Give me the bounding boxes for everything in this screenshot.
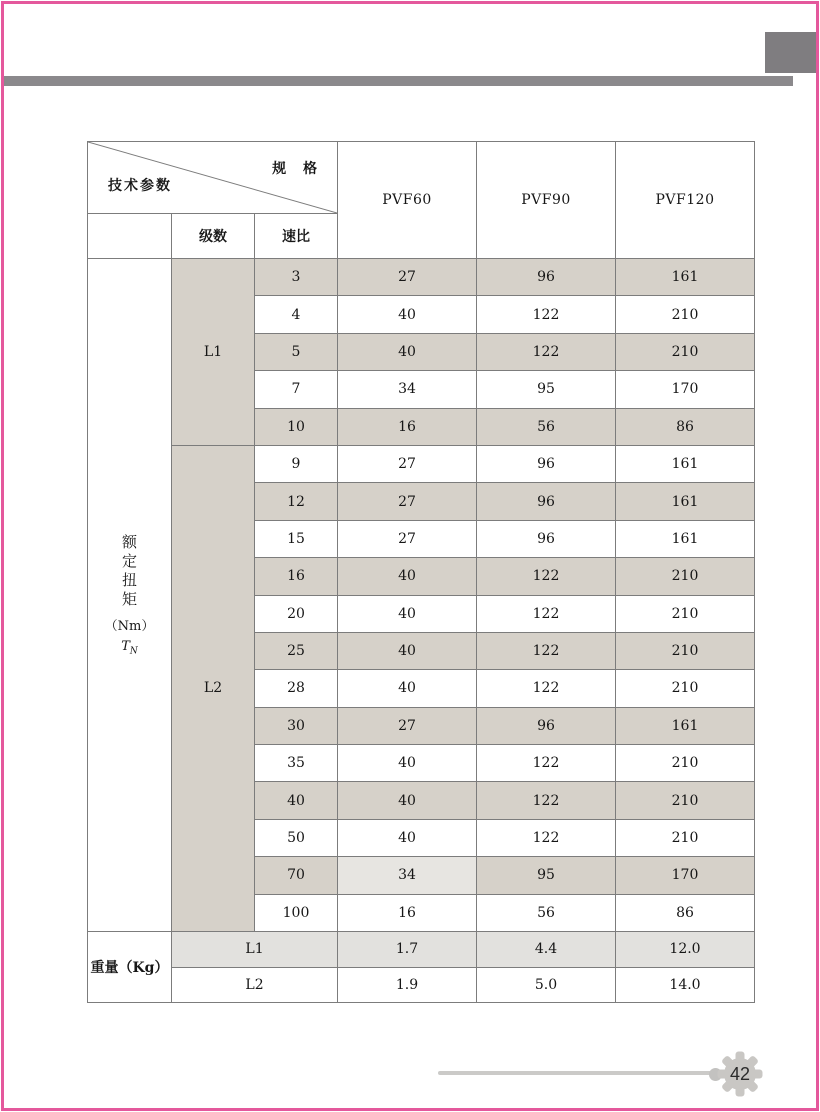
- weight-stage-l1: L1: [172, 932, 338, 968]
- value-cell: 161: [616, 520, 755, 557]
- value-cell: 27: [338, 259, 477, 296]
- ratio-cell: 16: [255, 558, 338, 595]
- value-cell: 34: [338, 857, 477, 894]
- weight-row: [88, 932, 755, 968]
- value-cell: 161: [616, 445, 755, 482]
- value-cell: 122: [477, 595, 616, 632]
- ratio-header: 速比: [255, 214, 338, 259]
- value-cell: 122: [477, 632, 616, 669]
- value-cell: 40: [338, 670, 477, 707]
- header-row-1: [88, 142, 755, 214]
- spec-table: [87, 141, 755, 1003]
- ratio-cell: 10: [255, 408, 338, 445]
- value-cell: 161: [616, 259, 755, 296]
- value-cell: 210: [616, 595, 755, 632]
- footer-rule-line: [438, 1071, 712, 1075]
- value-cell: 95: [477, 857, 616, 894]
- ratio-cell: 4: [255, 296, 338, 333]
- ratio-cell: 25: [255, 632, 338, 669]
- value-cell: 122: [477, 670, 616, 707]
- value-cell: 86: [616, 408, 755, 445]
- value-cell: 210: [616, 670, 755, 707]
- value-cell: 170: [616, 857, 755, 894]
- value-cell: 16: [338, 408, 477, 445]
- value-cell: 210: [616, 558, 755, 595]
- diagonal-header-cell: [88, 142, 338, 214]
- value-cell: 96: [477, 520, 616, 557]
- value-cell: 210: [616, 745, 755, 782]
- ratio-cell: 5: [255, 333, 338, 370]
- ratio-cell: 70: [255, 857, 338, 894]
- value-cell: 170: [616, 371, 755, 408]
- value-cell: 122: [477, 296, 616, 333]
- value-cell: 161: [616, 707, 755, 744]
- ratio-cell: 3: [255, 259, 338, 296]
- value-cell: 96: [477, 483, 616, 520]
- value-cell: 40: [338, 782, 477, 819]
- value-cell: 27: [338, 520, 477, 557]
- torque-label-cell: [88, 259, 172, 932]
- weight-label-cell: 重量（Kg）: [88, 932, 172, 1003]
- value-cell: 16: [338, 894, 477, 931]
- weight-value-cell: 5.0: [477, 967, 616, 1003]
- value-cell: 86: [616, 894, 755, 931]
- ratio-cell: 12: [255, 483, 338, 520]
- empty-header-cell: [88, 214, 172, 259]
- ratio-cell: 7: [255, 371, 338, 408]
- col-header-pvf120: PVF120: [616, 142, 755, 259]
- ratio-cell: 50: [255, 819, 338, 856]
- torque-symbol: $T_N$: [121, 638, 138, 657]
- value-cell: 27: [338, 483, 477, 520]
- stage-cell-l2: L2: [172, 445, 255, 931]
- ratio-cell: 28: [255, 670, 338, 707]
- ratio-cell: 20: [255, 595, 338, 632]
- header-corner-block: [765, 32, 816, 73]
- col-header-pvf60: PVF60: [338, 142, 477, 259]
- weight-stage-l2: L2: [172, 967, 338, 1003]
- col-header-pvf90: PVF90: [477, 142, 616, 259]
- stage-header: 级数: [172, 214, 255, 259]
- value-cell: 27: [338, 707, 477, 744]
- value-cell: 34: [338, 371, 477, 408]
- weight-row: [88, 967, 755, 1003]
- value-cell: 122: [477, 558, 616, 595]
- value-cell: 210: [616, 333, 755, 370]
- value-cell: 95: [477, 371, 616, 408]
- torque-unit: （Nm）: [104, 618, 155, 634]
- weight-value-cell: 12.0: [616, 932, 755, 968]
- value-cell: 96: [477, 259, 616, 296]
- value-cell: 56: [477, 408, 616, 445]
- ratio-cell: 35: [255, 745, 338, 782]
- value-cell: 40: [338, 558, 477, 595]
- ratio-cell: 100: [255, 894, 338, 931]
- value-cell: 210: [616, 782, 755, 819]
- value-cell: 40: [338, 296, 477, 333]
- value-cell: 27: [338, 445, 477, 482]
- value-cell: 122: [477, 745, 616, 782]
- value-cell: 210: [616, 819, 755, 856]
- value-cell: 56: [477, 894, 616, 931]
- spec-header-label: 规 格: [272, 161, 323, 177]
- value-cell: 40: [338, 333, 477, 370]
- value-cell: 210: [616, 296, 755, 333]
- stage-cell-l1: L1: [172, 259, 255, 446]
- value-cell: 96: [477, 707, 616, 744]
- value-cell: 40: [338, 745, 477, 782]
- weight-value-cell: 1.9: [338, 967, 477, 1003]
- weight-value-cell: 1.7: [338, 932, 477, 968]
- value-cell: 122: [477, 819, 616, 856]
- torque-label: [88, 534, 171, 657]
- ratio-cell: 30: [255, 707, 338, 744]
- ratio-cell: 40: [255, 782, 338, 819]
- value-cell: 96: [477, 445, 616, 482]
- value-cell: 40: [338, 595, 477, 632]
- ratio-cell: 15: [255, 520, 338, 557]
- weight-value-cell: 14.0: [616, 967, 755, 1003]
- value-cell: 40: [338, 632, 477, 669]
- header-rule-bar: [4, 76, 793, 86]
- torque-vertical-text: 额定扭矩: [120, 533, 138, 610]
- page-number: 42: [729, 1063, 751, 1084]
- ratio-cell: 9: [255, 445, 338, 482]
- value-cell: 161: [616, 483, 755, 520]
- value-cell: 122: [477, 782, 616, 819]
- param-header-label: 技术参数: [108, 178, 172, 194]
- page-number-badge: [716, 1050, 764, 1098]
- weight-value-cell: 4.4: [477, 932, 616, 968]
- table-row: [88, 259, 755, 296]
- value-cell: 40: [338, 819, 477, 856]
- value-cell: 210: [616, 632, 755, 669]
- value-cell: 122: [477, 333, 616, 370]
- table-row: [88, 445, 755, 482]
